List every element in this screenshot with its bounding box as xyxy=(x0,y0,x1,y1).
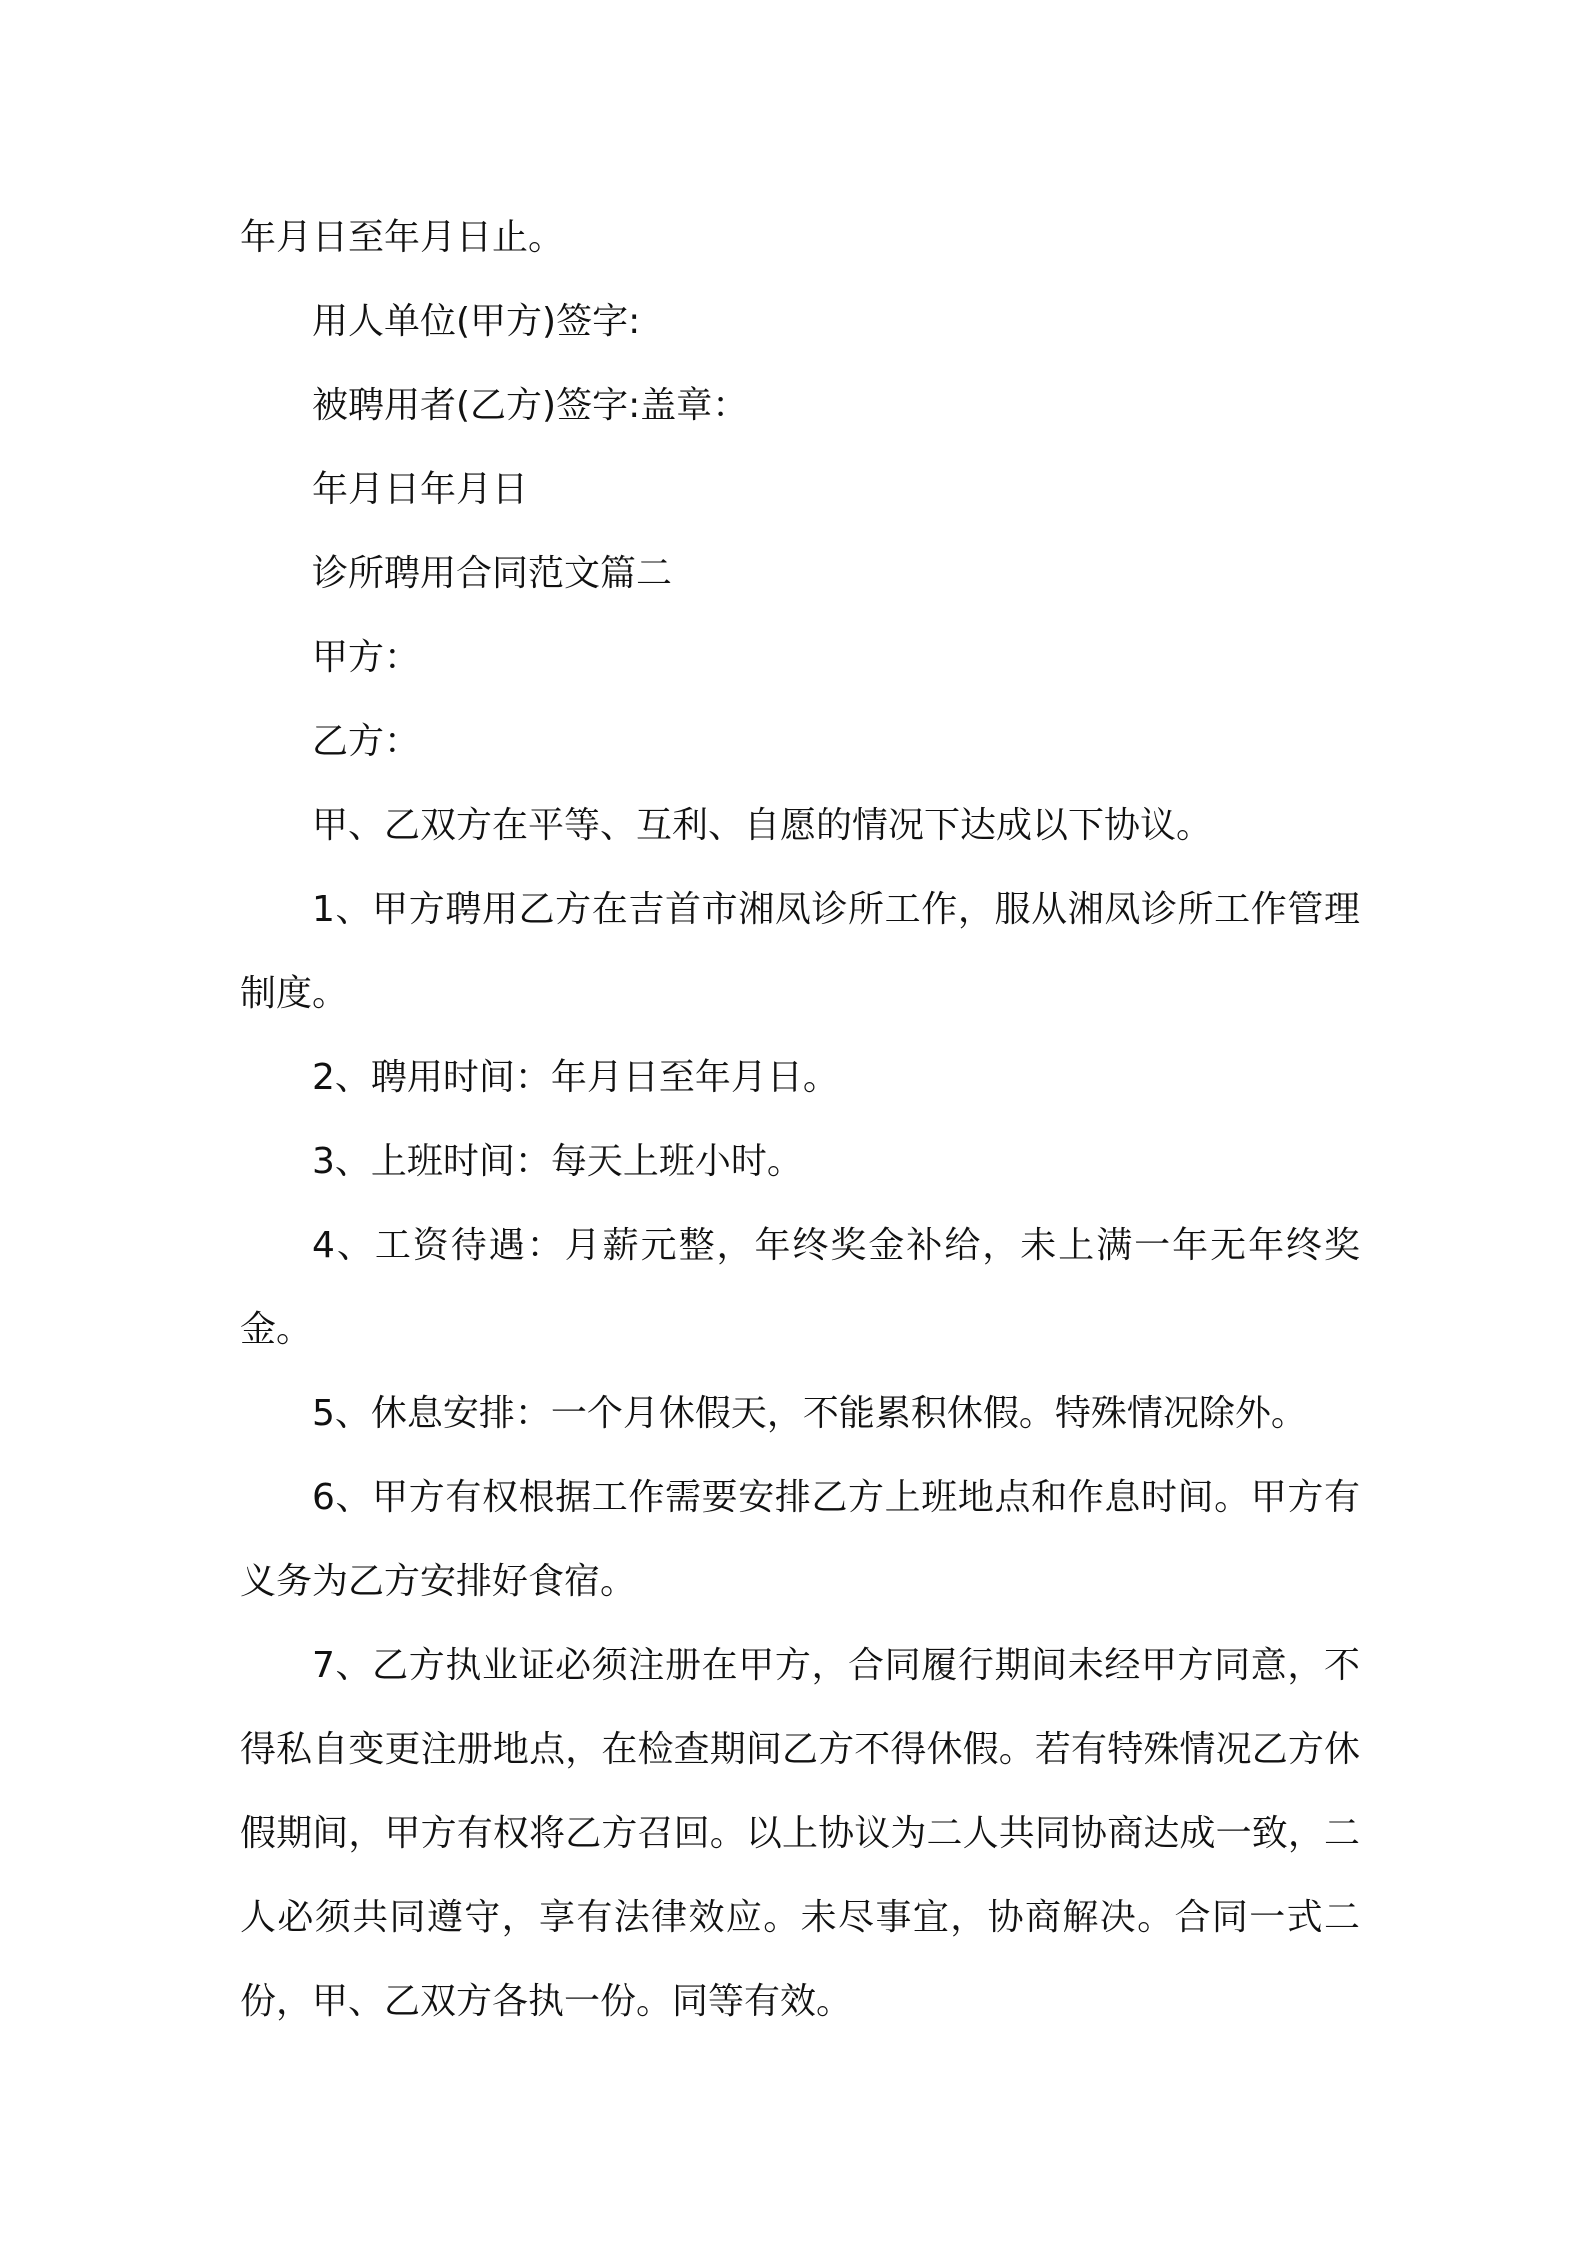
paragraph-employer-signature: 用人单位(甲方)签字: xyxy=(312,301,641,342)
clause-7: 7、乙方执业证必须注册在甲方，合同履行期间未经甲方同意，不得私自变更注册地点，在检查期间乙方不得休假。若有特殊情况乙方休假期间，甲方有权将乙方召回。以上协议为二人共同协商达成一致，二人必须共同遵守，享有法律效应。未尽事宜，协商解决。合同一式二份，甲、乙双方各执一份。同等有效。 xyxy=(240,1645,1360,2022)
clause-2: 2、聘用时间：年月日至年月日。 xyxy=(312,1057,839,1098)
clause-5: 5、休息安排：一个月休假天，不能累积休假。特殊情况除外。 xyxy=(312,1393,1307,1434)
paragraph-party-a: 甲方： xyxy=(312,637,421,678)
section-title: 诊所聘用合同范文篇二 xyxy=(312,553,673,594)
clause-3: 3、上班时间：每天上班小时。 xyxy=(312,1141,803,1182)
paragraph-agreement-intro: 甲、乙双方在平等、互利、自愿的情况下达成以下协议。 xyxy=(312,805,1213,846)
paragraph-employee-signature: 被聘用者(乙方)签字:盖章： xyxy=(312,385,749,426)
document-body xyxy=(240,196,1360,2044)
clause-6: 6、甲方有权根据工作需要安排乙方上班地点和作息时间。甲方有义务为乙方安排好食宿。 xyxy=(240,1477,1360,1602)
clause-4: 4、工资待遇：月薪元整，年终奖金补给，未上满一年无年终奖金。 xyxy=(240,1225,1360,1350)
clause-1: 1、甲方聘用乙方在吉首市湘凤诊所工作，服从湘凤诊所工作管理制度。 xyxy=(240,889,1360,1014)
paragraph-party-b: 乙方： xyxy=(312,721,421,762)
paragraph-dates: 年月日年月日 xyxy=(312,469,529,510)
paragraph-continuation: 年月日至年月日止。 xyxy=(240,217,565,258)
